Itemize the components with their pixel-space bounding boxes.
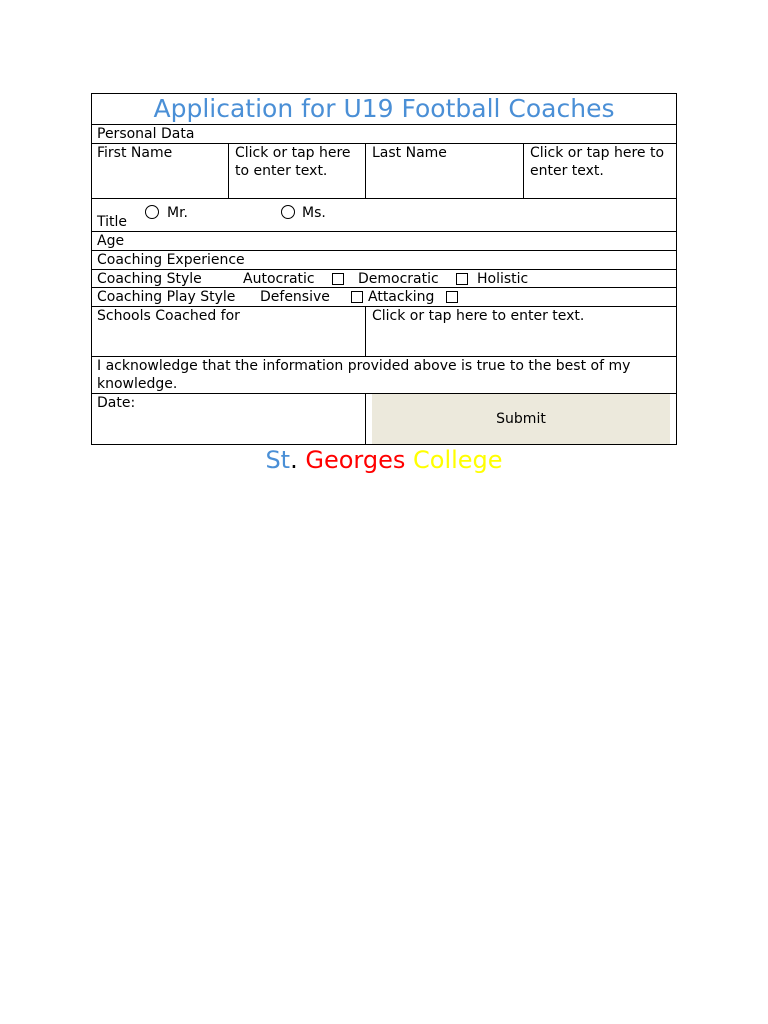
application-form [91,93,677,445]
age-row[interactable] [92,232,676,251]
coaching-style-label: Coaching Style [97,271,202,287]
college-name [0,445,768,475]
coaching-experience-row[interactable] [92,251,676,270]
acknowledgement-row [92,357,676,394]
last-name-field[interactable]: Click or tap here to enter text. [530,145,665,179]
defensive-checkbox[interactable] [351,291,363,303]
submit-button[interactable]: Submit [372,394,670,444]
acknowledgement-text: I acknowledge that the information provided above is true to the best of my knowledge. [97,358,631,392]
ms-radio-label: Ms. [302,205,326,221]
attacking-checkbox[interactable] [446,291,458,303]
age-label: Age [97,233,125,249]
autocratic-label: Autocratic [243,271,315,287]
college-name-part-college: College [413,446,503,474]
college-name-part-dot: . [290,446,298,474]
title-label: Title [97,214,128,230]
play-style-row [92,288,676,307]
schools-label: Schools Coached for [97,308,240,324]
ms-radio[interactable] [281,205,295,219]
coaching-style-row [92,270,676,288]
title-row [92,199,676,232]
schools-field[interactable]: Click or tap here to enter text. [372,308,585,324]
mr-radio[interactable] [145,205,159,219]
attacking-label: Attacking [368,289,435,305]
personal-data-row [92,125,676,144]
date-label[interactable]: Date: [97,395,136,411]
last-name-label: Last Name [372,145,447,161]
date-submit-row [92,394,676,444]
first-name-label: First Name [97,145,173,161]
form-title-row [92,94,676,125]
college-name-part-georges: Georges [297,446,413,474]
coaching-experience-label: Coaching Experience [97,252,245,268]
autocratic-checkbox[interactable] [332,273,344,285]
democratic-checkbox[interactable] [456,273,468,285]
mr-radio-label: Mr. [167,205,188,221]
holistic-label: Holistic [477,271,529,287]
play-style-label: Coaching Play Style [97,289,236,305]
first-name-field[interactable]: Click or tap here to enter text. [235,145,351,179]
form-title: Application for U19 Football Coaches [153,94,615,123]
name-row [92,144,676,199]
defensive-label: Defensive [260,289,330,305]
personal-data-label: Personal Data [97,126,195,142]
college-name-part-st: St [265,446,291,474]
democratic-label: Democratic [358,271,439,287]
schools-row [92,307,676,357]
